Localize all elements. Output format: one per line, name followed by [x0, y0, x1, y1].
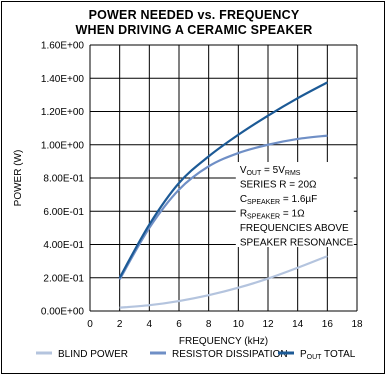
y-tick-label: 2.00E-01 — [43, 273, 84, 285]
annotation-line: $C_{SPEAKER} = 1.6\mu F$ — [239, 194, 318, 207]
x-axis-label: FREQUENCY (kHz) — [178, 336, 269, 347]
y-axis-label: POWER (W) — [13, 149, 24, 207]
y-tick-label: 6.00E-01 — [43, 206, 84, 218]
annotation-line: SPEAKER RESONANCE — [239, 237, 354, 249]
legend-label: BLIND POWER — [58, 349, 129, 360]
chart-title-line-1: POWER NEEDED vs. FREQUENCY — [88, 8, 300, 22]
y-tick-label: 1.00E+00 — [40, 140, 84, 152]
y-tick-label: 0.00E+00 — [40, 306, 84, 318]
annotation-line: FREQUENCIES ABOVE — [239, 223, 349, 235]
y-tick-label: 8.00E-01 — [43, 173, 84, 185]
legend-label: $P_{OUT}$ TOTAL — [300, 349, 356, 361]
x-tick-label: 16 — [321, 319, 333, 330]
x-tick-label: 12 — [262, 319, 274, 330]
y-tick-label: 4.00E-01 — [43, 240, 84, 251]
x-tick-label: 14 — [292, 319, 304, 330]
x-tick-label: 8 — [205, 319, 212, 330]
annotation-line: $R_{SPEAKER} = 1\Omega$ — [239, 208, 305, 221]
y-tick-label: 1.40E+00 — [40, 73, 84, 85]
x-tick-label: 18 — [351, 319, 363, 330]
x-tick-label: 4 — [146, 319, 153, 330]
annotation-line: $V_{OUT} = 5V_{RMS}$ — [239, 165, 301, 178]
x-tick-label: 2 — [116, 319, 123, 330]
y-tick-label: 1.20E+00 — [40, 107, 84, 118]
legend-label: RESISTOR DISSIPATION — [172, 349, 288, 360]
x-tick-label: 6 — [176, 319, 182, 330]
annotation-line: SERIES R = 20Ω — [239, 179, 317, 191]
x-tick-label: 0 — [87, 319, 93, 330]
y-tick-label: 1.60E+00 — [40, 40, 84, 52]
x-tick-label: 10 — [232, 319, 244, 330]
chart-title-line-2: WHEN DRIVING A CERAMIC SPEAKER — [75, 23, 313, 37]
